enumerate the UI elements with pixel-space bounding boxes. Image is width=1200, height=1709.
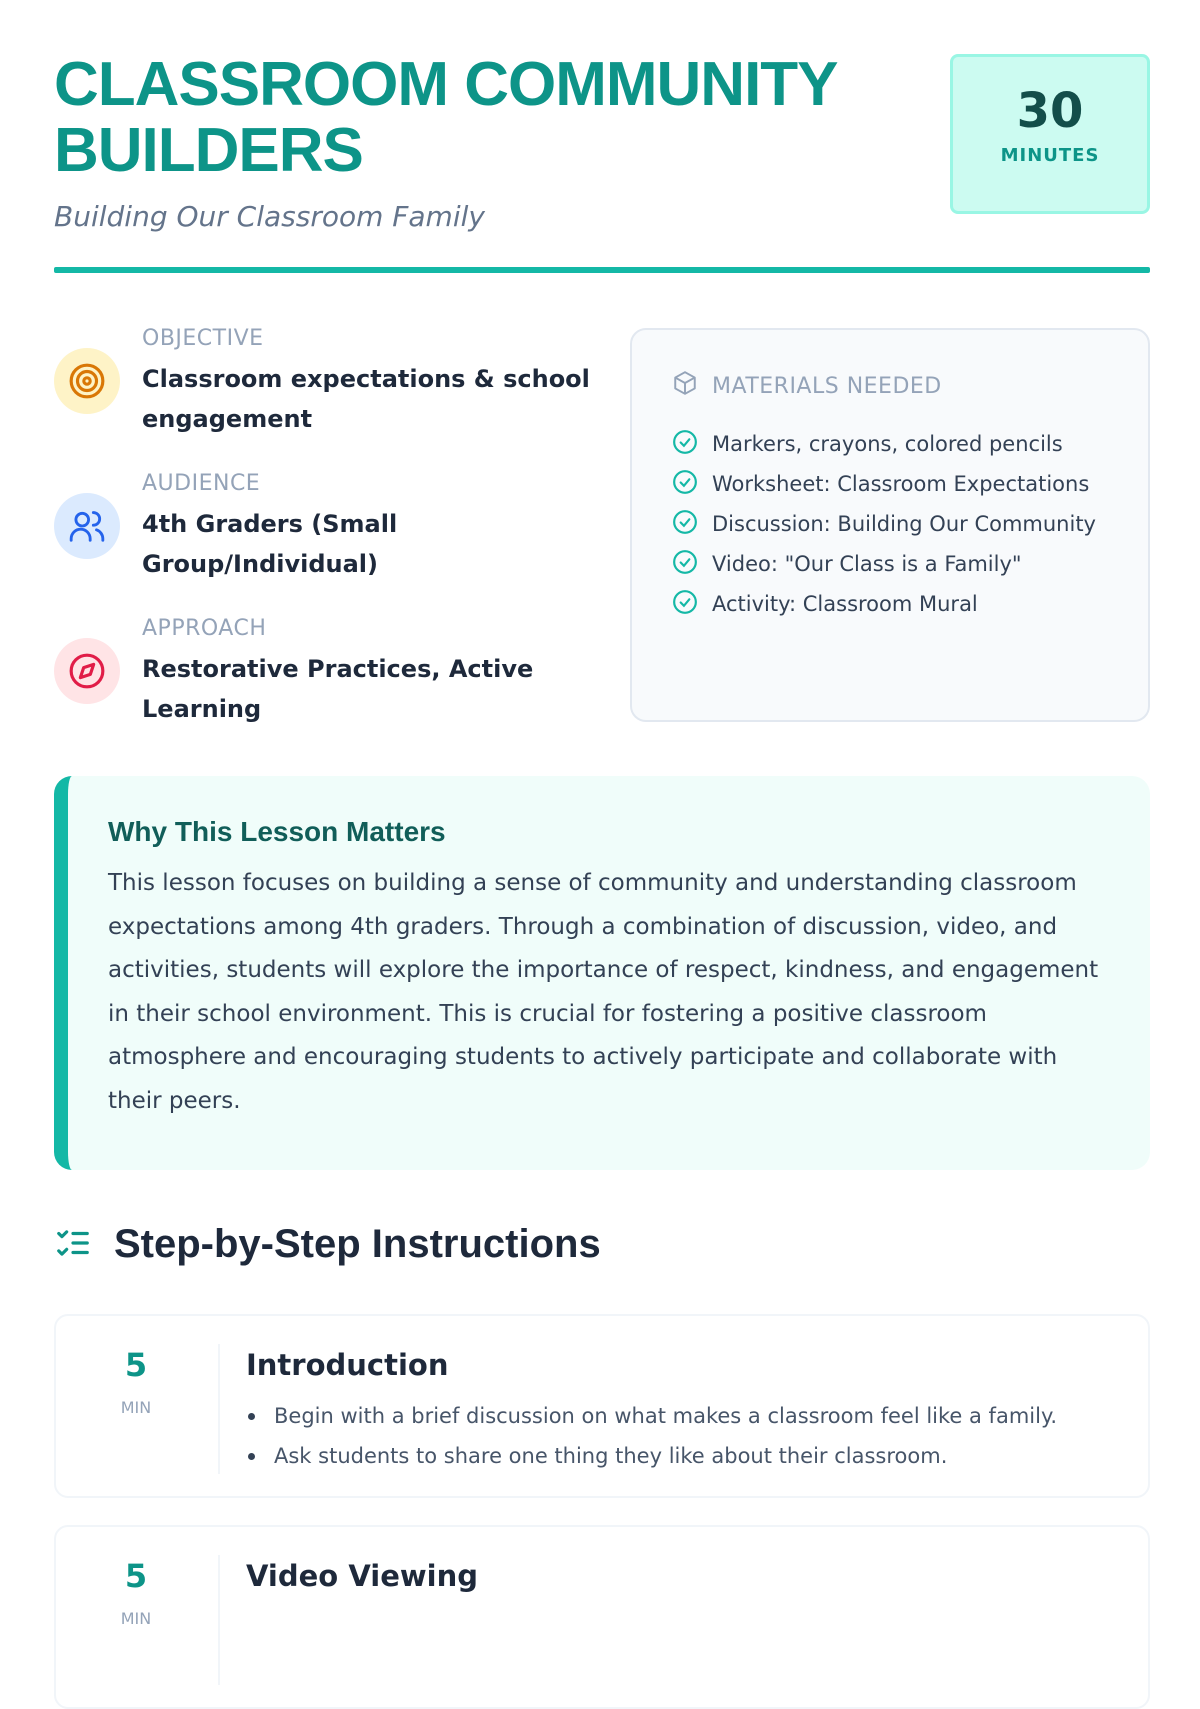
step-bullet: Begin with a brief discussion on what makes a classroom feel like a family. bbox=[246, 1396, 1118, 1436]
duration-unit: MINUTES bbox=[1000, 145, 1100, 166]
check-circle-icon bbox=[672, 429, 698, 460]
steps-heading-text: Step-by-Step Instructions bbox=[114, 1222, 601, 1266]
material-text: Activity: Classroom Mural bbox=[712, 592, 978, 616]
page-subtitle: Building Our Classroom Family bbox=[54, 200, 485, 233]
lesson-meta bbox=[54, 326, 614, 761]
materials-card bbox=[630, 328, 1150, 722]
check-circle-icon bbox=[672, 509, 698, 540]
step-card bbox=[54, 1314, 1150, 1498]
step-title: Video Viewing bbox=[246, 1559, 478, 1593]
compass-icon bbox=[54, 638, 120, 704]
users-icon bbox=[54, 493, 120, 559]
meta-label: APPROACH bbox=[142, 616, 267, 641]
step-divider bbox=[218, 1555, 220, 1685]
material-item bbox=[672, 424, 1108, 464]
materials-heading-text: MATERIALS NEEDED bbox=[712, 373, 942, 399]
meta-value: Restorative Practices, Active Learning bbox=[142, 655, 534, 723]
check-circle-icon bbox=[672, 549, 698, 580]
page-title: CLASSROOM COMMUNITY BUILDERS bbox=[54, 50, 837, 185]
check-circle-icon bbox=[672, 469, 698, 500]
lesson-header bbox=[54, 52, 1150, 272]
meta-audience bbox=[54, 471, 614, 584]
package-icon bbox=[672, 370, 698, 402]
duration-value: 30 bbox=[1016, 83, 1084, 139]
step-duration bbox=[56, 1557, 216, 1628]
step-bullets bbox=[246, 1396, 1118, 1476]
material-item bbox=[672, 504, 1108, 544]
material-text: Worksheet: Classroom Expectations bbox=[712, 472, 1090, 496]
step-minutes: 5 bbox=[124, 1557, 148, 1595]
list-checks-icon bbox=[54, 1224, 92, 1266]
material-item bbox=[672, 544, 1108, 584]
step-body bbox=[246, 1348, 1118, 1476]
meta-label: AUDIENCE bbox=[142, 471, 261, 496]
step-minutes: 5 bbox=[124, 1346, 148, 1384]
step-unit: MIN bbox=[120, 1609, 152, 1628]
material-item bbox=[672, 584, 1108, 624]
step-bullet: Ask students to share one thing they like about their classroom. bbox=[246, 1436, 1118, 1476]
meta-value: 4th Graders (Small Group/Individual) bbox=[142, 510, 398, 578]
meta-value: Classroom expectations & school engagement bbox=[142, 365, 590, 433]
steps-heading bbox=[54, 1222, 601, 1267]
why-lesson-matters bbox=[54, 776, 1150, 1170]
meta-approach bbox=[54, 616, 614, 729]
step-duration bbox=[56, 1346, 216, 1417]
target-icon bbox=[54, 348, 120, 414]
why-body: This lesson focuses on building a sense of community and understanding classroom expectations among 4th graders. Through a combination of discussion, video, and activities, students will explore the importance of respect, kindness, and engagement in their school environment. This is crucial for fostering a positive classroom atmosphere and encouraging students to actively participate and collaborate with their peers. bbox=[108, 870, 1099, 1114]
meta-objective bbox=[54, 326, 614, 439]
check-circle-icon bbox=[672, 589, 698, 620]
meta-label: OBJECTIVE bbox=[142, 326, 264, 351]
material-text: Markers, crayons, colored pencils bbox=[712, 432, 1063, 456]
material-item bbox=[672, 464, 1108, 504]
materials-heading bbox=[672, 370, 1108, 402]
duration-badge bbox=[950, 54, 1150, 214]
step-unit: MIN bbox=[120, 1398, 152, 1417]
step-body bbox=[246, 1559, 1118, 1607]
why-heading: Why This Lesson Matters bbox=[108, 816, 446, 847]
material-text: Discussion: Building Our Community bbox=[712, 512, 1096, 536]
step-divider bbox=[218, 1344, 220, 1474]
step-card bbox=[54, 1525, 1150, 1709]
header-divider bbox=[54, 267, 1150, 273]
material-text: Video: "Our Class is a Family" bbox=[712, 552, 1022, 576]
step-title: Introduction bbox=[246, 1348, 449, 1382]
